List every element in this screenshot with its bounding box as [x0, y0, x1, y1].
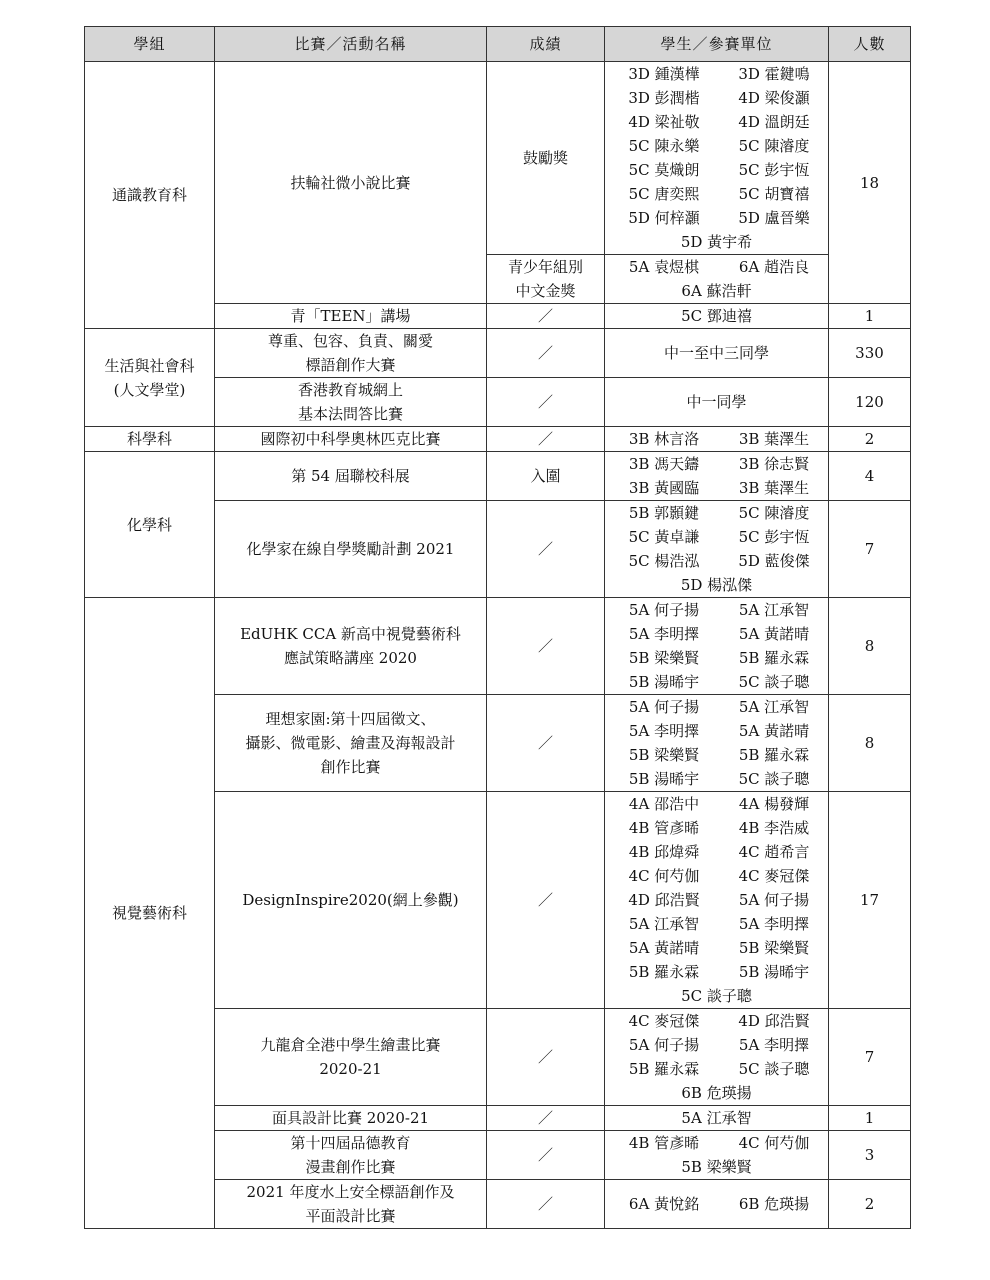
- student-name: 4D 溫朗廷: [738, 113, 810, 131]
- student-name: 5B 羅永霖: [628, 1060, 700, 1078]
- student-line: [609, 476, 824, 500]
- table-row: [85, 598, 911, 695]
- header-group: 學組: [85, 27, 215, 62]
- student-line: [609, 1131, 824, 1155]
- student-name: 4B 邱煒舜: [628, 843, 700, 861]
- count-cell: 17: [829, 792, 911, 1009]
- group-cell: 視覺藝術科: [85, 598, 215, 1229]
- table-row: [85, 427, 911, 452]
- students-cell: [605, 1106, 829, 1131]
- student-name: 5A 江承智: [738, 698, 810, 716]
- student-line: [609, 1192, 824, 1216]
- student-name: 5C 談子聰: [681, 987, 752, 1005]
- header-event: 比賽／活動名稱: [215, 27, 487, 62]
- count-cell: 330: [829, 329, 911, 378]
- student-name: 3B 黃國臨: [628, 479, 700, 497]
- student-name: 5A 何子揚: [738, 891, 810, 909]
- student-name: 5A 李明擇: [738, 1036, 810, 1054]
- student-name: 3D 鍾漢樺: [628, 65, 700, 83]
- result-cell: 入圍: [487, 452, 605, 501]
- student-name: 5A 江承智: [738, 601, 810, 619]
- student-name: 4C 麥冠傑: [738, 867, 810, 885]
- student-name: 6B 危瑛揚: [681, 1084, 752, 1102]
- student-name: 5A 李明擇: [628, 625, 700, 643]
- student-line: [609, 888, 824, 912]
- student-line: [609, 792, 824, 816]
- student-name: 4B 李浩威: [738, 819, 810, 837]
- student-line: [609, 390, 824, 414]
- students-cell: [605, 452, 829, 501]
- students-cell: [605, 62, 829, 255]
- result-cell: ／: [487, 1106, 605, 1131]
- student-name: 5A 李明擇: [738, 915, 810, 933]
- students-cell: [605, 598, 829, 695]
- student-name: 4A 楊發輝: [738, 795, 810, 813]
- event-cell: EdUHK CCA 新高中視覺藝術科 應試策略講座 2020: [215, 598, 487, 695]
- count-cell: 1: [829, 304, 911, 329]
- students-cell: [605, 695, 829, 792]
- event-cell: 九龍倉全港中學生繪畫比賽 2020-21: [215, 1009, 487, 1106]
- student-line: [609, 816, 824, 840]
- student-line: [609, 695, 824, 719]
- student-name: 5C 彭宇恆: [738, 528, 810, 546]
- student-name: 5B 湯晞宇: [628, 673, 700, 691]
- student-name: 5A 江承智: [681, 1109, 752, 1127]
- event-cell: 尊重、包容、負責、關愛 標語創作大賽: [215, 329, 487, 378]
- count-cell: 8: [829, 598, 911, 695]
- student-name: 3B 葉澤生: [738, 479, 810, 497]
- student-name: 6A 蘇浩軒: [681, 282, 752, 300]
- student-line: [609, 1033, 824, 1057]
- student-line: [609, 622, 824, 646]
- result-cell: ／: [487, 304, 605, 329]
- table-row: [85, 452, 911, 501]
- student-line: [609, 1155, 824, 1179]
- student-line: [609, 134, 824, 158]
- students-cell: [605, 304, 829, 329]
- result-cell: ／: [487, 1180, 605, 1229]
- result-cell: 青少年組別 中文金獎: [487, 255, 605, 304]
- student-name: 3D 彭潤楷: [628, 89, 700, 107]
- student-line: [609, 646, 824, 670]
- student-line: [609, 230, 824, 254]
- result-cell: ／: [487, 501, 605, 598]
- student-line: [609, 598, 824, 622]
- student-line: [609, 719, 824, 743]
- student-name: 5B 羅永霖: [738, 746, 810, 764]
- student-line: [609, 1106, 824, 1130]
- student-name: 5B 羅永霖: [738, 649, 810, 667]
- student-name: 3D 霍鍵鳴: [738, 65, 810, 83]
- student-name: 5D 黃宇希: [680, 233, 753, 251]
- student-name: 3B 林言洛: [628, 430, 700, 448]
- student-name: 5A 江承智: [628, 915, 700, 933]
- student-line: [609, 110, 824, 134]
- student-line: [609, 960, 824, 984]
- result-cell: ／: [487, 598, 605, 695]
- student-line: [609, 452, 824, 476]
- student-line: [609, 182, 824, 206]
- count-cell: 1: [829, 1106, 911, 1131]
- student-line: [609, 427, 824, 451]
- awards-table: [84, 26, 911, 1229]
- group-cell: 化學科: [85, 452, 215, 598]
- student-name: 5A 何子揚: [628, 1036, 700, 1054]
- student-name: 4B 管彥晞: [628, 1134, 700, 1152]
- student-name: 4D 邱浩賢: [738, 1012, 810, 1030]
- event-cell: DesignInspire2020(網上參觀): [215, 792, 487, 1009]
- student-line: [609, 341, 824, 365]
- student-line: [609, 549, 824, 573]
- count-cell: 2: [829, 1180, 911, 1229]
- group-cell: 通識教育科: [85, 62, 215, 329]
- student-name: 5C 談子聰: [738, 1060, 810, 1078]
- student-name: 5C 談子聰: [738, 673, 810, 691]
- event-cell: 2021 年度水上安全標語創作及 平面設計比賽: [215, 1180, 487, 1229]
- student-line: [609, 670, 824, 694]
- students-cell: [605, 1180, 829, 1229]
- student-name: 4A 邵浩中: [628, 795, 700, 813]
- student-line: [609, 158, 824, 182]
- student-name: 6A 黃悅銘: [628, 1195, 700, 1213]
- student-name: 6B 危瑛揚: [738, 1195, 810, 1213]
- student-line: [609, 984, 824, 1008]
- students-cell: [605, 792, 829, 1009]
- student-name: 4D 邱浩賢: [628, 891, 700, 909]
- students-cell: [605, 1009, 829, 1106]
- header-row: [85, 27, 911, 62]
- student-name: 5B 梁樂賢: [628, 746, 700, 764]
- students-cell: [605, 255, 829, 304]
- student-line: [609, 1081, 824, 1105]
- student-line: [609, 864, 824, 888]
- event-cell: 面具設計比賽 2020-21: [215, 1106, 487, 1131]
- student-name: 5C 鄧迪禧: [681, 307, 752, 325]
- student-name: 5B 羅永霖: [628, 963, 700, 981]
- event-cell: 香港教育城網上 基本法問答比賽: [215, 378, 487, 427]
- result-cell: 鼓勵獎: [487, 62, 605, 255]
- student-name: 5C 談子聰: [738, 770, 810, 788]
- count-cell: 2: [829, 427, 911, 452]
- student-name: 4C 麥冠傑: [628, 1012, 700, 1030]
- event-cell: 國際初中科學奧林匹克比賽: [215, 427, 487, 452]
- count-cell: 18: [829, 62, 911, 304]
- student-name: 6A 趙浩良: [738, 258, 810, 276]
- count-cell: 3: [829, 1131, 911, 1180]
- student-name: 5A 何子揚: [628, 698, 700, 716]
- student-name: 5B 湯晞宇: [628, 770, 700, 788]
- student-name: 4C 何芍伽: [628, 867, 700, 885]
- count-cell: 4: [829, 452, 911, 501]
- student-name: 5D 藍俊傑: [738, 552, 810, 570]
- result-cell: ／: [487, 329, 605, 378]
- student-line: [609, 62, 824, 86]
- student-name: 4B 管彥晞: [628, 819, 700, 837]
- event-cell: 第十四屆品德教育 漫畫創作比賽: [215, 1131, 487, 1180]
- students-cell: [605, 1131, 829, 1180]
- student-line: [609, 912, 824, 936]
- student-line: [609, 501, 824, 525]
- event-cell: 化學家在線自學獎勵計劃 2021: [215, 501, 487, 598]
- result-cell: ／: [487, 378, 605, 427]
- student-name: 5C 陳濬度: [738, 504, 810, 522]
- student-name: 4D 梁俊灝: [738, 89, 810, 107]
- result-cell: ／: [487, 792, 605, 1009]
- student-line: [609, 525, 824, 549]
- group-cell: 科學科: [85, 427, 215, 452]
- student-name: 5A 黃諾晴: [628, 939, 700, 957]
- header-result: 成績: [487, 27, 605, 62]
- student-line: [609, 255, 824, 279]
- student-name: 中一同學: [686, 393, 747, 411]
- student-name: 4C 何芍伽: [738, 1134, 810, 1152]
- student-name: 5C 莫熾朗: [628, 161, 700, 179]
- event-cell: 第 54 屆聯校科展: [215, 452, 487, 501]
- student-name: 4D 梁祉敬: [628, 113, 700, 131]
- result-cell: ／: [487, 1009, 605, 1106]
- student-name: 5B 湯晞宇: [738, 963, 810, 981]
- student-name: 5B 梁樂賢: [628, 649, 700, 667]
- student-name: 5C 楊浩泓: [628, 552, 700, 570]
- student-line: [609, 573, 824, 597]
- students-cell: [605, 378, 829, 427]
- student-name: 3B 徐志賢: [738, 455, 810, 473]
- student-name: 5B 梁樂賢: [738, 939, 810, 957]
- student-line: [609, 206, 824, 230]
- student-name: 5C 彭宇恆: [738, 161, 810, 179]
- student-name: 5C 陳濬度: [738, 137, 810, 155]
- count-cell: 8: [829, 695, 911, 792]
- student-line: [609, 936, 824, 960]
- student-name: 3B 葉澤生: [738, 430, 810, 448]
- header-count: 人數: [829, 27, 911, 62]
- result-cell: ／: [487, 695, 605, 792]
- result-cell: ／: [487, 427, 605, 452]
- student-name: 5A 李明擇: [628, 722, 700, 740]
- student-name: 5C 唐奕熙: [628, 185, 700, 203]
- table-row: [85, 62, 911, 255]
- event-cell: 理想家園:第十四屆徵文、 攝影、微電影、繪畫及海報設計 創作比賽: [215, 695, 487, 792]
- table-row: [85, 329, 911, 378]
- count-cell: 7: [829, 1009, 911, 1106]
- student-name: 中一至中三同學: [663, 344, 769, 362]
- student-name: 5A 黃諾晴: [738, 625, 810, 643]
- student-line: [609, 1057, 824, 1081]
- student-name: 5B 郭顥鍵: [628, 504, 700, 522]
- student-line: [609, 304, 824, 328]
- student-name: 5C 胡寶禧: [738, 185, 810, 203]
- student-line: [609, 767, 824, 791]
- student-line: [609, 86, 824, 110]
- student-name: 5D 何梓灝: [628, 209, 700, 227]
- student-line: [609, 279, 824, 303]
- group-cell: 生活與社會科 (人文學堂): [85, 329, 215, 427]
- student-name: 3B 馮天鑄: [628, 455, 700, 473]
- students-cell: [605, 329, 829, 378]
- student-name: 5A 袁煜棋: [628, 258, 700, 276]
- event-cell: 青「TEEN」講場: [215, 304, 487, 329]
- student-name: 4C 趙希言: [738, 843, 810, 861]
- student-name: 5C 黃卓謙: [628, 528, 700, 546]
- count-cell: 7: [829, 501, 911, 598]
- header-students: 學生／參賽單位: [605, 27, 829, 62]
- result-cell: ／: [487, 1131, 605, 1180]
- students-cell: [605, 427, 829, 452]
- student-name: 5A 黃諾晴: [738, 722, 810, 740]
- count-cell: 120: [829, 378, 911, 427]
- student-name: 5D 盧晉樂: [738, 209, 810, 227]
- student-name: 5D 楊泓傑: [680, 576, 753, 594]
- student-line: [609, 743, 824, 767]
- student-name: 5C 陳永樂: [628, 137, 700, 155]
- student-line: [609, 1009, 824, 1033]
- student-name: 5B 梁樂賢: [681, 1158, 752, 1176]
- student-name: 5A 何子揚: [628, 601, 700, 619]
- student-line: [609, 840, 824, 864]
- event-cell: 扶輪社微小說比賽: [215, 62, 487, 304]
- students-cell: [605, 501, 829, 598]
